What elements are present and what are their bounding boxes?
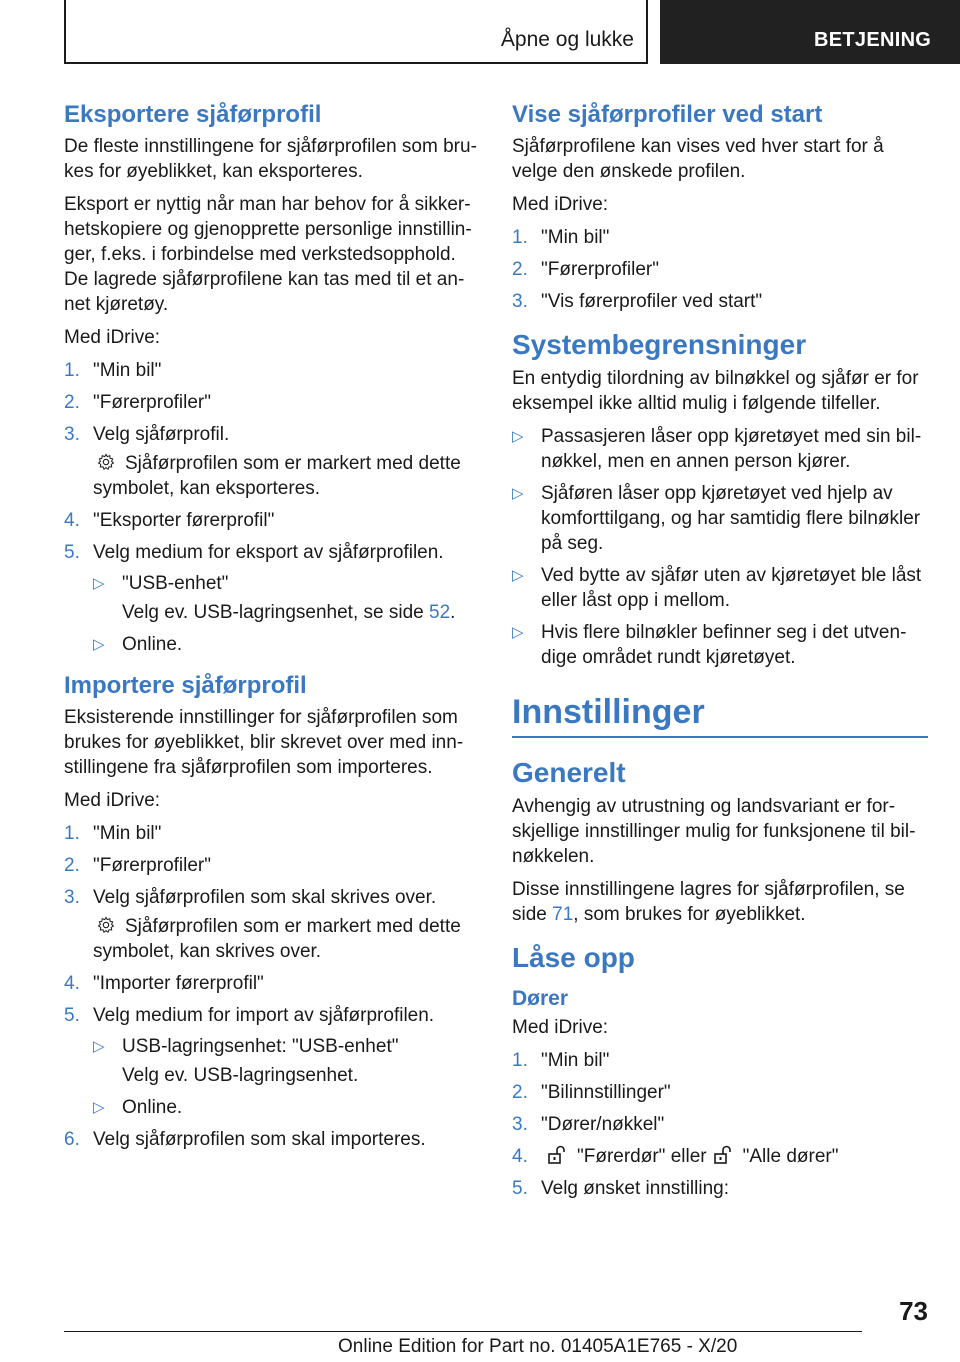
list-item — [512, 620, 928, 670]
list-item — [512, 1080, 928, 1105]
list-item — [64, 390, 484, 415]
step-text: "Førerdør" eller — [577, 1146, 707, 1167]
section-tab — [64, 0, 648, 64]
page-header — [0, 0, 960, 66]
step-text: "Førerprofiler" — [541, 259, 659, 280]
unlock-icon — [713, 1145, 733, 1165]
step-text: "Min bil" — [541, 227, 610, 248]
step-text: Velg sjåførprofil. — [93, 424, 230, 445]
list-item — [512, 225, 928, 250]
step-number: 5. — [64, 542, 80, 563]
list-item — [512, 1048, 928, 1073]
step-number: 3. — [512, 1114, 528, 1135]
show-profiles-heading: Vise sjåførprofiler ved start — [512, 101, 823, 128]
step-number: 1. — [64, 360, 80, 381]
step-text: "Min bil" — [93, 360, 162, 381]
step-number: 5. — [512, 1178, 528, 1199]
list-item — [512, 1112, 928, 1137]
page-link[interactable]: 52 — [429, 602, 451, 623]
step-text: "Dører/nøkkel" — [541, 1114, 665, 1135]
limits-paragraph-1: En entydig tilordning av bilnøkkel og sjåfør er for eksempel ikke alltid mulig i følgende tilfeller. — [512, 368, 919, 414]
footer-edition: Online Edition for Part no. 01405A1E765 - X/20 — [338, 1336, 738, 1357]
list-item — [93, 1095, 484, 1120]
import-steps — [64, 821, 484, 1152]
sub-item-note: Velg ev. USB-lagringsenhet. — [122, 1065, 359, 1086]
list-item — [64, 540, 484, 657]
bullet-text: Passasjeren låser opp kjøretøyet med sin bilnøkkel, men en annen person kjører. — [541, 426, 922, 472]
step-text: Velg sjåførprofilen som skal importeres. — [93, 1129, 426, 1150]
step-text: "Importer førerprofil" — [93, 973, 264, 994]
bullet-text: Ved bytte av sjåfør uten av kjøretøyet ble låst eller låst opp i mellom. — [541, 565, 922, 611]
sub-list — [93, 571, 484, 657]
doors-heading: Dører — [512, 987, 569, 1010]
import-heading: Importere sjåførprofil — [64, 672, 307, 699]
step-number: 1. — [64, 823, 80, 844]
list-item — [64, 821, 484, 846]
sub-item-text: Online. — [122, 1097, 183, 1118]
list-item — [64, 1003, 484, 1120]
export-paragraph-2: Eksport er nyttig når man har behov for å sikkerhetskopiere og gjenopprette personlige innstillinger, f.eks. i forbindelse med verkstedsopphold. De lagrede sjåførprofilene kan tas med til et annet kjøretøy. — [64, 194, 472, 315]
chapter-tab: BETJENING — [660, 0, 960, 64]
export-steps — [64, 358, 484, 657]
step-number: 3. — [512, 291, 528, 312]
list-item — [512, 257, 928, 282]
list-item — [93, 632, 484, 657]
step-number: 2. — [512, 1082, 528, 1103]
bullet-text: Sjåføren låser opp kjøretøyet ved hjelp av komforttilgang, og har samtidig flere bilnøkler på seg. — [541, 483, 921, 554]
system-limits-heading: Systembegrensninger — [512, 329, 807, 360]
import-idrive-label: Med iDrive: — [64, 790, 161, 811]
triangle-bullet-icon: ▷ — [512, 567, 524, 584]
list-item — [64, 358, 484, 383]
gear-icon — [97, 916, 115, 934]
list-item — [512, 481, 928, 556]
step-text: "Min bil" — [93, 823, 162, 844]
section-title: Åpne og lukke — [500, 28, 634, 51]
step-text: "Førerprofiler" — [93, 855, 211, 876]
general-heading: Generelt — [512, 757, 626, 788]
sub-list — [93, 1034, 484, 1120]
step-text: Velg medium for eksport av sjåførprofilen. — [93, 542, 444, 563]
triangle-bullet-icon: ▷ — [93, 1099, 105, 1116]
step-text: Velg medium for import av sjåførprofilen. — [93, 1005, 435, 1026]
export-paragraph-1: De fleste innstillingene for sjåførprofilen som brukes for øyeblikket, kan eksporteres. — [64, 136, 477, 182]
list-item — [64, 885, 484, 964]
step-text: "Min bil" — [541, 1050, 610, 1071]
unlock-heading: Låse opp — [512, 942, 635, 973]
triangle-bullet-icon: ▷ — [512, 624, 524, 641]
doors-idrive-label: Med iDrive: — [512, 1017, 609, 1038]
triangle-bullet-icon: ▷ — [512, 428, 524, 445]
export-idrive-label: Med iDrive: — [64, 327, 161, 348]
page-link[interactable]: 71 — [552, 904, 574, 925]
doors-steps — [512, 1048, 928, 1201]
step-number: 1. — [512, 227, 528, 248]
list-item — [64, 422, 484, 501]
sub-item-text: "USB-enhet" — [122, 573, 229, 594]
list-item — [512, 563, 928, 613]
show-idrive-label: Med iDrive: — [512, 194, 609, 215]
step-number: 4. — [64, 510, 80, 531]
bullet-text: Hvis flere bilnøkler befinner seg i det utvendige området rundt kjøretøyet. — [541, 622, 907, 668]
step-text: "Vis førerprofiler ved start" — [541, 291, 763, 312]
list-item — [64, 971, 484, 996]
show-paragraph-1: Sjåførprofilene kan vises ved hver start for å velge den ønskede profilen. — [512, 136, 884, 182]
step-note — [93, 914, 484, 964]
right-column — [512, 100, 928, 1211]
show-steps — [512, 225, 928, 314]
list-item — [512, 289, 928, 314]
step-number: 3. — [64, 887, 80, 908]
triangle-bullet-icon: ▷ — [93, 1038, 105, 1055]
sub-item-text: USB-lagringsenhet: "USB-enhet" — [122, 1036, 399, 1057]
step-note-text: Sjåførprofilen som er markert med dette symbolet, kan eksporteres. — [93, 453, 461, 499]
step-note-text: Sjåførprofilen som er markert med dette symbolet, kan skrives over. — [93, 916, 461, 962]
step-text: Velg ønsket innstilling: — [541, 1178, 729, 1199]
step-text: Velg sjåførprofilen som skal skrives over. — [93, 887, 437, 908]
unlock-icon — [547, 1145, 567, 1165]
sub-item-note: Velg ev. USB-lagringsenhet, se side 52. — [122, 602, 456, 623]
list-item — [512, 424, 928, 474]
step-note — [93, 451, 484, 501]
list-item — [512, 1144, 928, 1169]
gear-icon — [97, 453, 115, 471]
footer-divider — [64, 1331, 862, 1332]
page-number: 73 — [899, 1296, 928, 1326]
step-number: 5. — [64, 1005, 80, 1026]
step-text: "Eksporter førerprofil" — [93, 510, 275, 531]
list-item — [93, 1034, 484, 1088]
step-number: 3. — [64, 424, 80, 445]
step-number: 2. — [64, 855, 80, 876]
step-text: "Førerprofiler" — [93, 392, 211, 413]
list-item — [64, 508, 484, 533]
triangle-bullet-icon: ▷ — [93, 636, 105, 653]
left-column — [64, 100, 484, 1162]
general-paragraph-1: Avhengig av utrustning og landsvariant er forskjellige innstillinger mulig for funksjonene til bilnøkkelen. — [512, 796, 916, 867]
step-number: 1. — [512, 1050, 528, 1071]
triangle-bullet-icon: ▷ — [93, 575, 105, 592]
general-paragraph-2: Disse innstillingene lagres for sjåførprofilen, se side 71, som brukes for øyeblikket. — [512, 879, 905, 925]
step-text: "Alle dører" — [742, 1146, 839, 1167]
export-heading: Eksportere sjåførprofil — [64, 101, 322, 128]
list-item — [93, 571, 484, 625]
limits-bullets — [512, 424, 928, 670]
step-number: 6. — [64, 1129, 80, 1150]
triangle-bullet-icon: ▷ — [512, 485, 524, 502]
step-number: 2. — [512, 259, 528, 280]
list-item — [64, 1127, 484, 1152]
list-item — [64, 853, 484, 878]
step-number: 4. — [512, 1146, 528, 1167]
import-paragraph-1: Eksisterende innstillinger for sjåførprofilen som brukes for øyeblikket, blir skrevet over med innstillingene fra sjåførprofilen som importeres. — [64, 707, 464, 778]
settings-heading: Innstillinger — [512, 692, 928, 738]
step-text: "Bilinnstillinger" — [541, 1082, 671, 1103]
list-item — [512, 1176, 928, 1201]
sub-item-text: Online. — [122, 634, 183, 655]
step-number: 2. — [64, 392, 80, 413]
step-number: 4. — [64, 973, 80, 994]
